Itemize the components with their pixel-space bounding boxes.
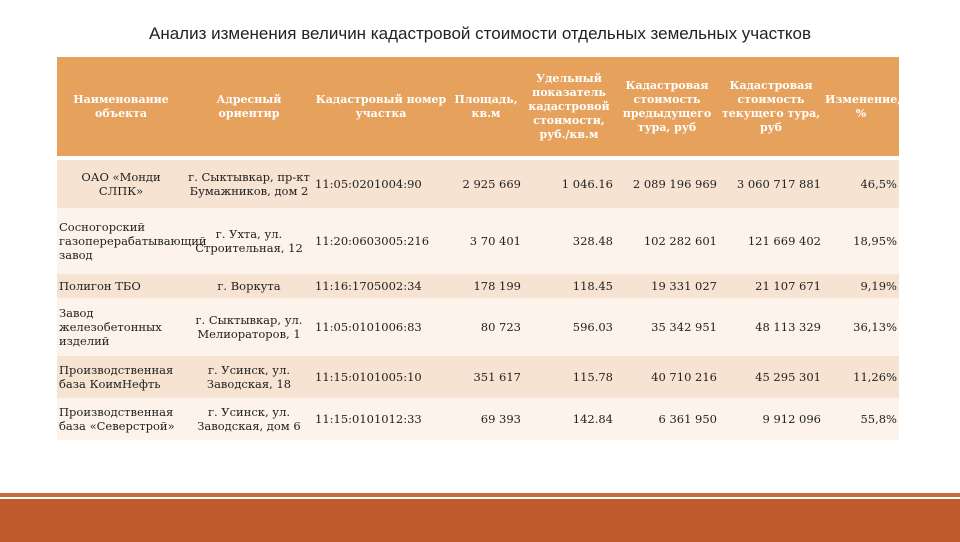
table-row [57, 158, 899, 208]
cell-curr: 45 295 301 [755, 370, 821, 384]
footer-bar [0, 497, 960, 542]
cell-name: Полигон ТБО [59, 279, 141, 293]
cell-change: 46,5% [860, 177, 897, 191]
cell-specific: 596.03 [572, 320, 613, 334]
cell-cadastral: 11:05:0101006:83 [315, 320, 422, 334]
cell-change: 11,26% [853, 370, 897, 384]
cell-change: 9,19% [860, 279, 897, 293]
cell-area: 2 925 669 [462, 177, 521, 191]
header-specific: Удельный показатель кадастровой стоимости, руб./кв.м [523, 57, 615, 158]
cell-cadastral: 11:16:1705002:34 [315, 279, 422, 293]
header-name: Наименование объекта [57, 57, 185, 158]
header-address: Адресный ориентир [185, 57, 313, 158]
cell-change: 18,95% [853, 234, 897, 248]
cell-curr: 48 113 329 [755, 320, 821, 334]
cell-change: 36,13% [853, 320, 897, 334]
cell-prev: 6 361 950 [658, 412, 717, 426]
cell-prev: 102 282 601 [643, 234, 717, 248]
table-row [57, 208, 899, 274]
header-curr: Кадастровая стоимость текущего тура, руб [719, 57, 823, 158]
cell-prev: 19 331 027 [651, 279, 717, 293]
cell-address: г. Усинск, ул. Заводская, 18 [206, 363, 292, 391]
table-header-row [57, 57, 899, 158]
cell-prev: 35 342 951 [651, 320, 717, 334]
cell-name: Производственная база «Северстрой» [59, 405, 175, 433]
cell-address: г. Ухта, ул. Строительная, 12 [195, 227, 303, 255]
cell-cadastral: 11:05:0201004:90 [315, 177, 422, 191]
cell-address: г. Усинск, ул. Заводская, дом 6 [197, 405, 301, 433]
cadastral-table [57, 57, 902, 440]
cell-name: Сосногорский газоперерабатывающий завод [59, 220, 207, 262]
header-prev: Кадастровая стоимость предыдущего тура, руб [615, 57, 719, 158]
header-change: Изменение, % [823, 57, 899, 158]
cell-specific: 328.48 [572, 234, 613, 248]
cell-change: 55,8% [860, 412, 897, 426]
page-title: Анализ изменения величин кадастровой стоимости отдельных земельных участков [148, 24, 812, 43]
cell-area: 80 723 [480, 320, 521, 334]
cell-name: Производственная база КоимНефть [59, 363, 174, 391]
cell-area: 3 70 401 [469, 234, 521, 248]
cell-address: г. Сыктывкар, пр-кт Бумажников, дом 2 [188, 170, 310, 198]
cell-area: 69 393 [480, 412, 521, 426]
header-area: Площадь, кв.м [449, 57, 523, 158]
cell-curr: 21 107 671 [755, 279, 821, 293]
cell-cadastral: 11:15:0101005:10 [315, 370, 422, 384]
cell-name: Завод железобетонных изделий [59, 306, 162, 348]
cell-area: 178 199 [473, 279, 521, 293]
cell-cadastral: 11:15:0101012:33 [315, 412, 422, 426]
table-row [57, 298, 899, 356]
cell-specific: 118.45 [572, 279, 613, 293]
header-cadastral: Кадастровый номер участка [313, 57, 449, 158]
cell-curr: 3 060 717 881 [736, 177, 821, 191]
cell-curr: 121 669 402 [747, 234, 821, 248]
cell-address: г. Воркута [217, 279, 281, 293]
table-row [57, 274, 899, 298]
cell-address: г. Сыктывкар, ул. Мелиораторов, 1 [195, 313, 303, 341]
cell-prev: 2 089 196 969 [632, 177, 717, 191]
cell-prev: 40 710 216 [651, 370, 717, 384]
cell-cadastral: 11:20:0603005:216 [315, 234, 430, 248]
cell-name: ОАО «Монди СЛПК» [81, 170, 161, 198]
cell-specific: 1 046.16 [561, 177, 613, 191]
table-row [57, 356, 899, 398]
cell-area: 351 617 [473, 370, 521, 384]
table-row [57, 398, 899, 440]
cell-specific: 142.84 [572, 412, 613, 426]
cell-specific: 115.78 [572, 370, 613, 384]
cell-curr: 9 912 096 [762, 412, 821, 426]
